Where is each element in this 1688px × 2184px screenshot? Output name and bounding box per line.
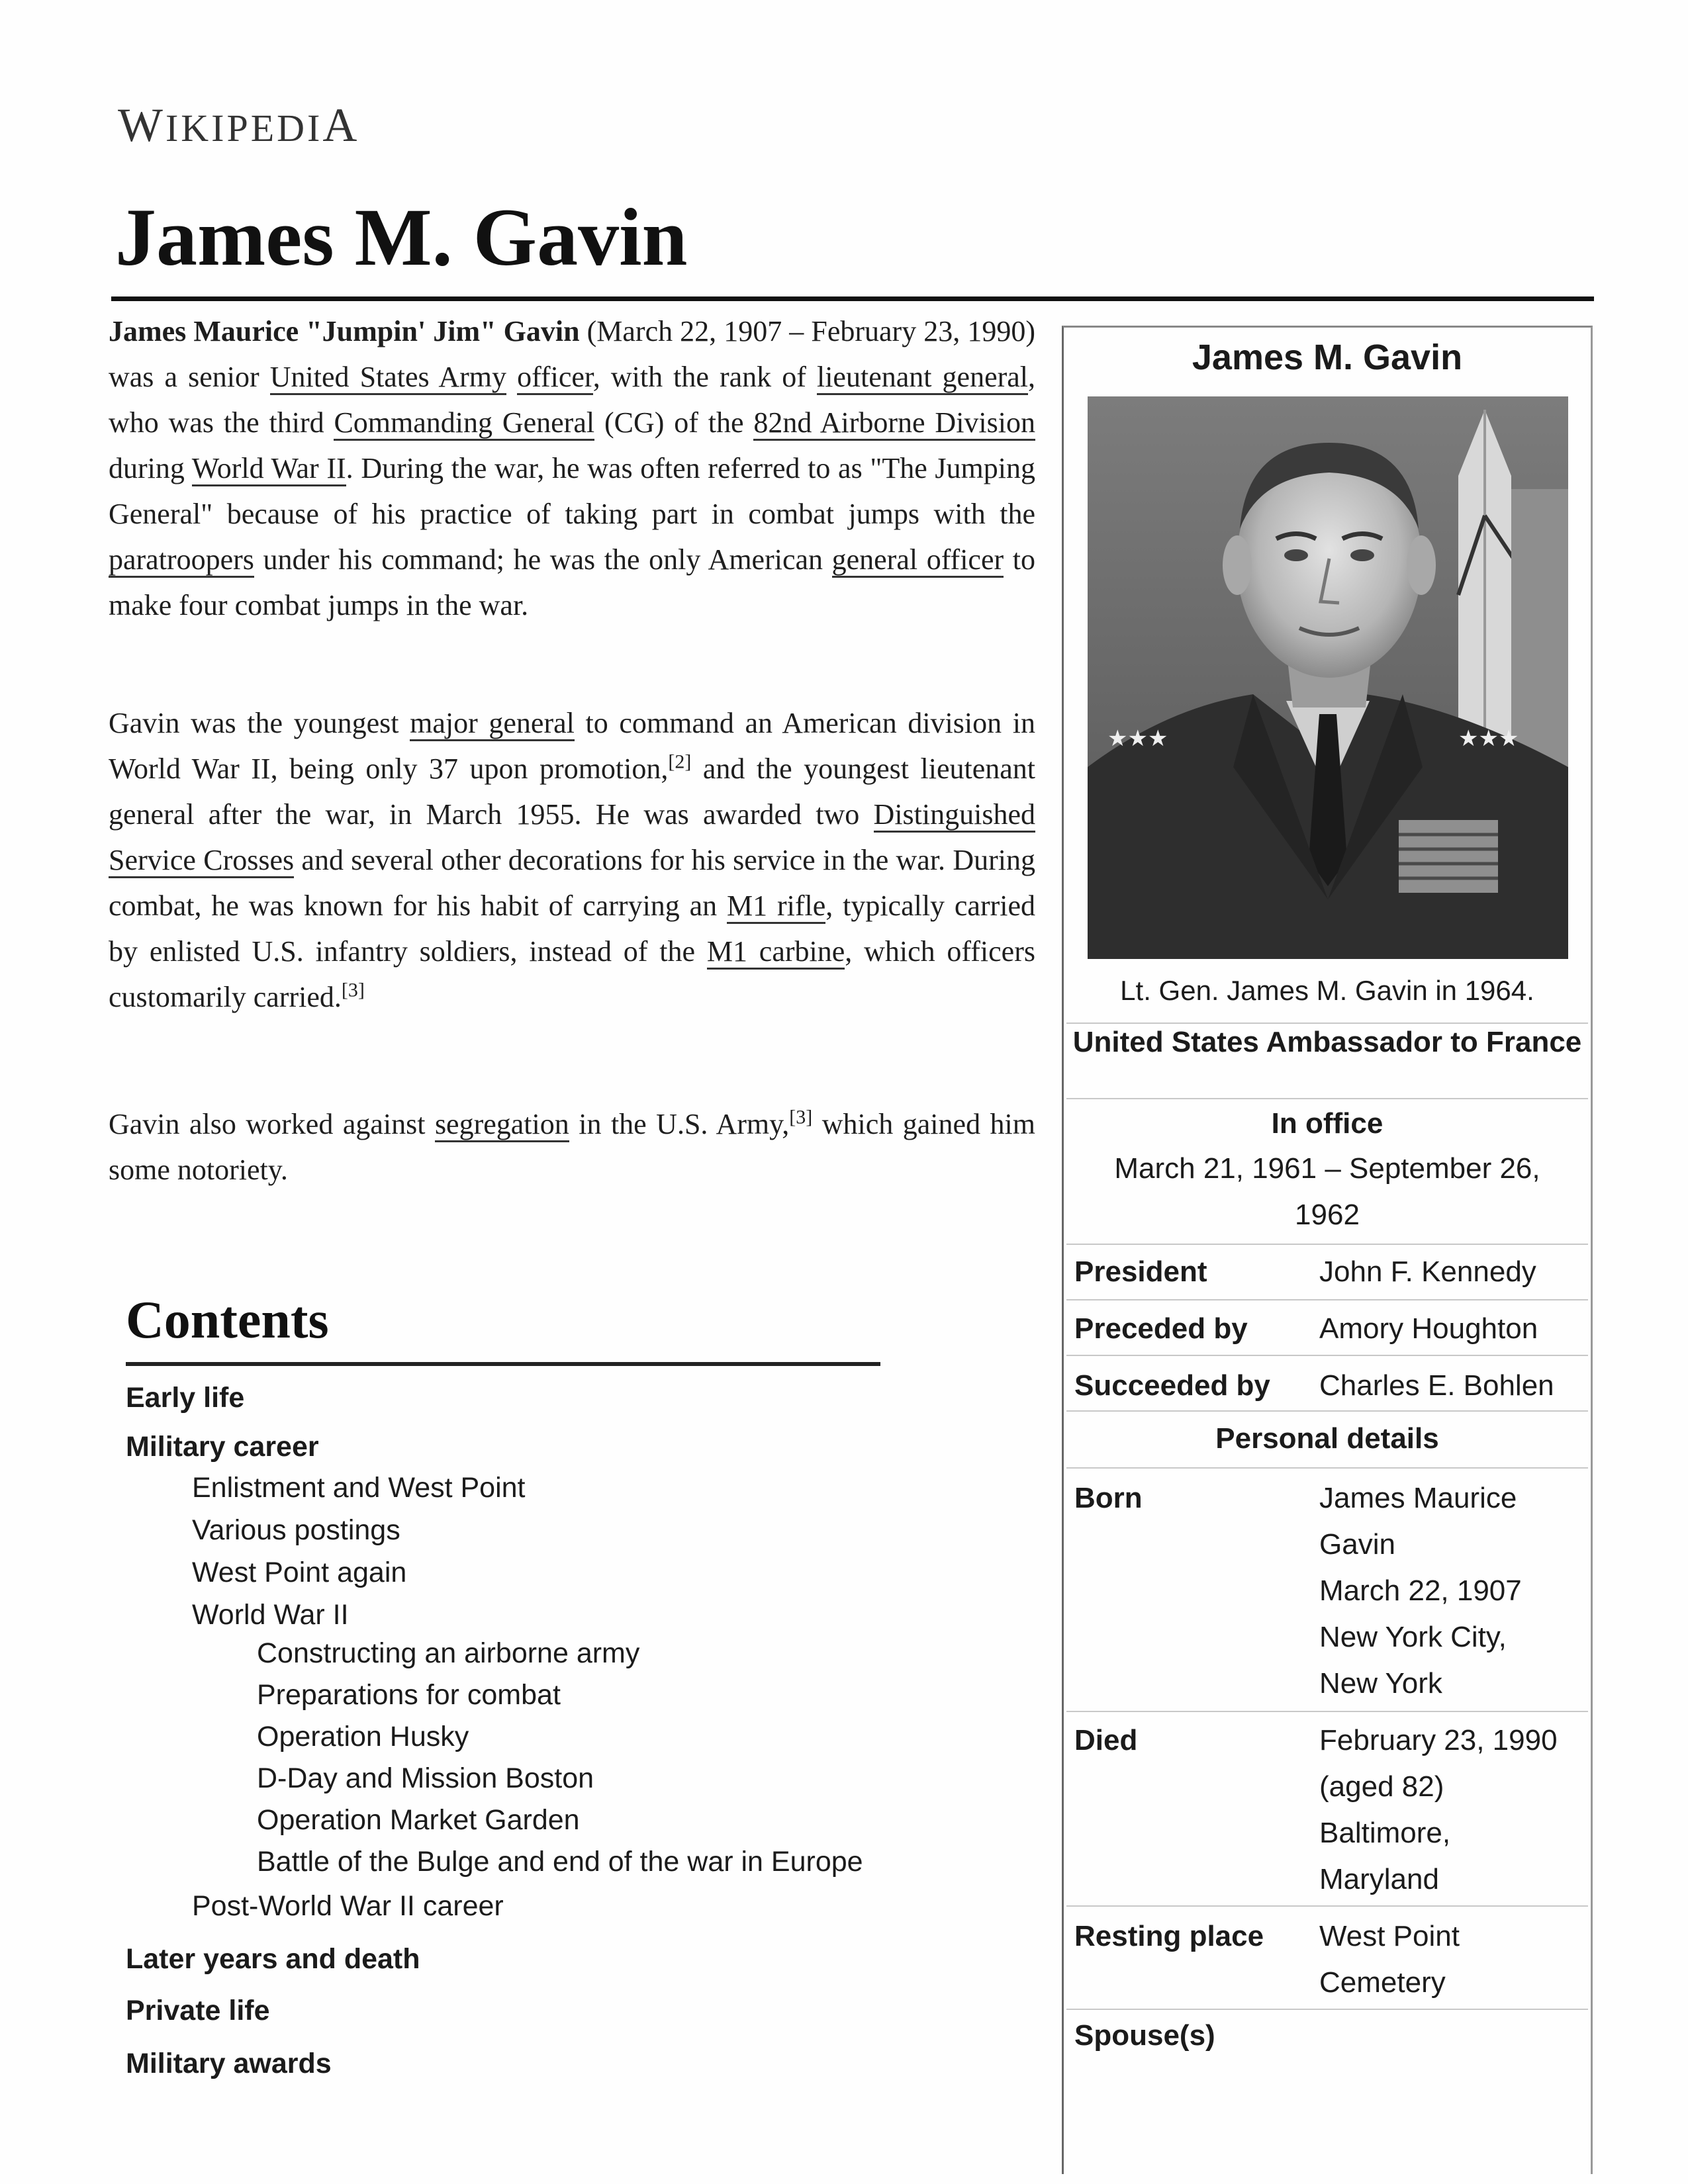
- link-world-war-ii[interactable]: World War II: [192, 452, 346, 486]
- born-place-link[interactable]: New York City,: [1319, 1621, 1507, 1653]
- toc-later-years-and-death[interactable]: Later years and death: [126, 1943, 420, 1975]
- link-officer[interactable]: officer: [517, 361, 593, 395]
- toc-west-point-again[interactable]: West Point again: [192, 1557, 407, 1588]
- toc-private-life[interactable]: Private life: [126, 1995, 270, 2026]
- link-distinguished-service-crosses[interactable]: Distinguished Service Crosses: [109, 798, 1035, 878]
- president-value[interactable]: John F. Kennedy: [1319, 1255, 1536, 1288]
- toc-constructing-an-airborne-army[interactable]: Constructing an airborne army: [257, 1637, 640, 1669]
- office-title[interactable]: United States Ambassador to France: [1072, 1026, 1582, 1058]
- toc-d-day-and-mission-boston[interactable]: D-Day and Mission Boston: [257, 1762, 594, 1794]
- death-place-link[interactable]: Baltimore,: [1319, 1817, 1451, 1849]
- link-lieutenant-general[interactable]: lieutenant general: [817, 361, 1028, 395]
- svg-text:★★★: ★★★: [1107, 725, 1168, 752]
- personal-details-header: Personal details: [1215, 1422, 1439, 1455]
- preceded-by-value[interactable]: Amory Houghton: [1319, 1312, 1538, 1345]
- born-label: Born: [1074, 1482, 1143, 1514]
- lead-paragraph-1: James Maurice "Jumpin' Jim" Gavin (March 22, 1907 – February 23, 1990) was a senior United States Army officer, with the rank of lieutenant general, who was the third Commanding General (CG) of the 82nd Airborne Division during World War II. During the war, he was often referred to as "The Jumping General" because of his practice of taking part in combat jumps with the paratroopers under his command; he was the only American general officer to make four combat jumps in the war.: [109, 315, 1036, 621]
- toc-military-awards[interactable]: Military awards: [126, 2048, 332, 2079]
- link-general-officer[interactable]: general officer: [832, 543, 1004, 578]
- wikipedia-logo[interactable]: WIKIPEDIA: [118, 99, 360, 152]
- resting-place-label: Resting place: [1074, 1920, 1264, 1952]
- lead-paragraph-2: Gavin was the youngest major general to command an American division in World War II, being only 37 upon promotion,[2] and the youngest lieutenant general after the war, in March 1955. He was awarded two Distinguished Service Crosses and several other decorations for his service in the war. During combat, he was known for his habit of carrying an M1 rifle, typically carried by enlisted U.S. infantry soldiers, instead of the M1 carbine, which officers customarily carried.[3]: [109, 707, 1036, 1013]
- infobox-title: James M. Gavin: [1192, 338, 1463, 377]
- succeeded-by-value[interactable]: Charles E. Bohlen: [1319, 1369, 1554, 1402]
- succeeded-by-label: Succeeded by: [1074, 1369, 1270, 1402]
- toc-battle-of-the-bulge[interactable]: Battle of the Bulge and end of the war in Europe: [257, 1846, 863, 1878]
- president-label: President: [1074, 1255, 1207, 1288]
- in-office-label: In office: [1271, 1107, 1383, 1140]
- toc-enlistment-and-west-point[interactable]: Enlistment and West Point: [192, 1472, 526, 1504]
- link-segregation[interactable]: segregation: [435, 1108, 569, 1142]
- term-dates: March 21, 1961 – September 26,: [1114, 1152, 1540, 1185]
- link-commanding-general[interactable]: Commanding General: [334, 406, 594, 441]
- svg-text:★★★: ★★★: [1458, 725, 1519, 752]
- link-m1-carbine[interactable]: M1 carbine: [707, 935, 845, 970]
- toc-preparations-for-combat[interactable]: Preparations for combat: [257, 1679, 561, 1711]
- preceded-by-label: Preceded by: [1074, 1312, 1248, 1345]
- lead-paragraph-3: Gavin also worked against segregation in the U.S. Army,[3] which gained him some notoriety.: [109, 1106, 1036, 1186]
- died-value: February 23, 1990 (aged 82) Baltimore, Maryland: [1319, 1717, 1584, 1903]
- toc-operation-husky[interactable]: Operation Husky: [257, 1721, 469, 1752]
- link-82nd-airborne-division[interactable]: 82nd Airborne Division: [753, 406, 1035, 441]
- contents-heading: Contents: [126, 1291, 329, 1349]
- contents-divider: [126, 1362, 880, 1366]
- link-major-general[interactable]: major general: [410, 707, 575, 741]
- page-title: James M. Gavin: [115, 192, 688, 283]
- died-label: Died: [1074, 1724, 1138, 1756]
- toc-early-life[interactable]: Early life: [126, 1382, 245, 1414]
- born-value: James Maurice Gavin March 22, 1907 New York City, New York: [1319, 1475, 1584, 1707]
- reference-2[interactable]: [2]: [668, 751, 692, 773]
- reference-3[interactable]: [3]: [789, 1106, 813, 1128]
- photo-caption: Lt. Gen. James M. Gavin in 1964.: [1120, 975, 1534, 1006]
- reference-3[interactable]: [3]: [341, 979, 365, 1001]
- spouse-label: Spouse(s): [1074, 2019, 1215, 2052]
- title-divider: [111, 296, 1594, 301]
- resting-place-value[interactable]: West Point Cemetery: [1319, 1920, 1460, 1999]
- toc-operation-market-garden[interactable]: Operation Market Garden: [257, 1804, 580, 1836]
- toc-post-world-war-ii-career[interactable]: Post-World War II career: [192, 1890, 504, 1922]
- subject-name: James Maurice "Jumpin' Jim" Gavin: [109, 315, 580, 347]
- toc-various-postings[interactable]: Various postings: [192, 1514, 400, 1546]
- portrait-photo[interactable]: [1088, 396, 1568, 959]
- toc-world-war-ii[interactable]: World War II: [192, 1599, 349, 1631]
- term-dates-end-year: 1962: [1295, 1199, 1360, 1231]
- link-united-states-army[interactable]: United States Army: [270, 361, 506, 395]
- toc-military-career[interactable]: Military career: [126, 1431, 319, 1463]
- link-paratroopers[interactable]: paratroopers: [109, 543, 254, 578]
- infobox: [1062, 326, 1593, 2174]
- link-m1-rifle[interactable]: M1 rifle: [727, 889, 825, 924]
